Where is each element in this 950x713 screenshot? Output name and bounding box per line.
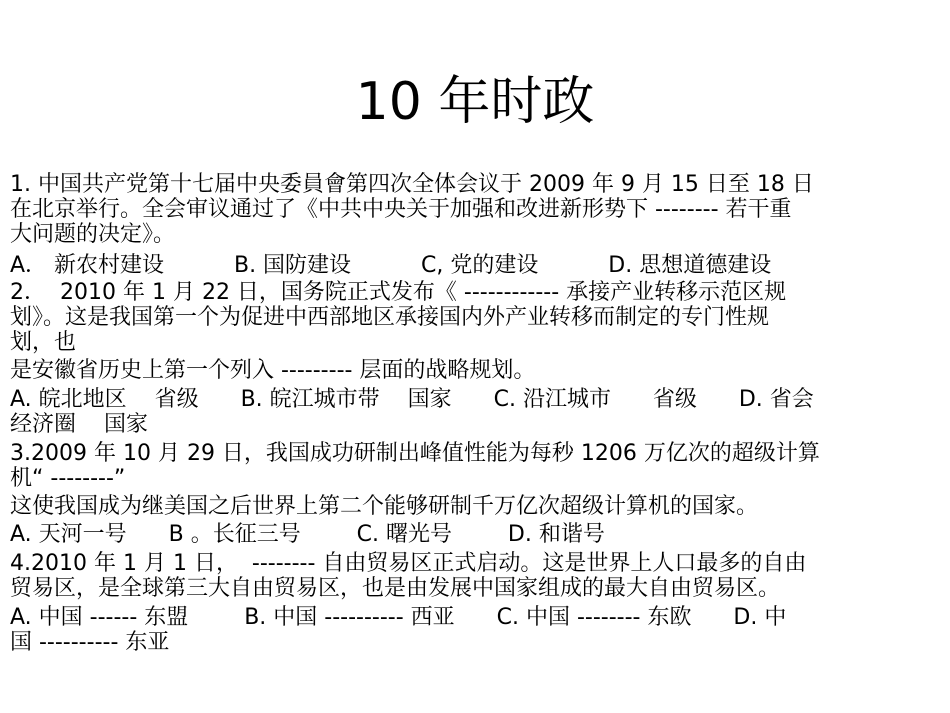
question-4 [10, 551, 942, 655]
question-2-text-line-3: 划，也 [10, 330, 77, 355]
slide-title: 10 年时政 [355, 72, 595, 132]
question-list [10, 172, 942, 655]
question-1-text-line-2: 在北京举行。全会审议通过了《中共中央关于加强和改进新形势下 -------- 若干重 [10, 197, 792, 222]
question-4-options-line-1: A. 中国 ------ 东盟 B. 中国 ---------- 西亚 C. 中国 -------- 东欧 D. 中 [10, 605, 787, 630]
question-4-options-line-2: 国 ---------- 东亚 [10, 630, 170, 655]
question-2-text-line-2: 划》。这是我国第一个为促进中西部地区承接国内外产业转移而制定的专门性规 [10, 305, 770, 330]
question-2 [10, 280, 942, 437]
question-2-text-line-1: 2． 2010 年 1 月 22 日，国务院正式发布《 ------------ 承接产业转移示范区规 [10, 280, 787, 305]
question-2-options-line-2: 经济圈 国家 [10, 412, 148, 437]
question-4-text-line-2: 贸易区，是全球第三大自由贸易区，也是由发展中国家组成的最大自由贸易区。 [10, 576, 781, 601]
question-2-text-line-4: 是安徽省历史上第一个列入 --------- 层面的战略规划。 [10, 358, 536, 383]
question-4-text-line-1: 4.2010 年 1 月 1 日， -------- 自由贸易区正式启动。这是世界上人口最多的自由 [10, 551, 807, 576]
question-1-text-line-3: 大问题的决定》。 [10, 222, 176, 247]
question-2-options-line-1: A. 皖北地区 省级 B. 皖江城市带 国家 C. 沿江城市 省级 D. 省会 [10, 387, 814, 412]
question-1-options: A． 新农村建设 B. 国防建设 C, 党的建设 D. 思想道德建设 [10, 253, 772, 278]
question-1 [10, 172, 942, 280]
question-1-text-line-1: 1. 中国共产党第十七届中央委員會第四次全体会议于 2009 年 9 月 15 日至 18 日 [10, 172, 814, 197]
question-3-options: A. 天河一号 B 。长征三号 C. 曙光号 D. 和谐号 [10, 522, 605, 547]
question-3-text-line-3: 这使我国成为继美国之后世界上第二个能够研制千万亿次超级计算机的国家。 [10, 494, 759, 519]
question-3-text-line-1: 3.2009 年 10 月 29 日，我国成功研制出峰值性能为每秒 1206 万亿次的超级计算 [10, 441, 820, 466]
question-3-text-line-2: 机“ --------” [10, 466, 126, 491]
question-3 [10, 441, 942, 547]
